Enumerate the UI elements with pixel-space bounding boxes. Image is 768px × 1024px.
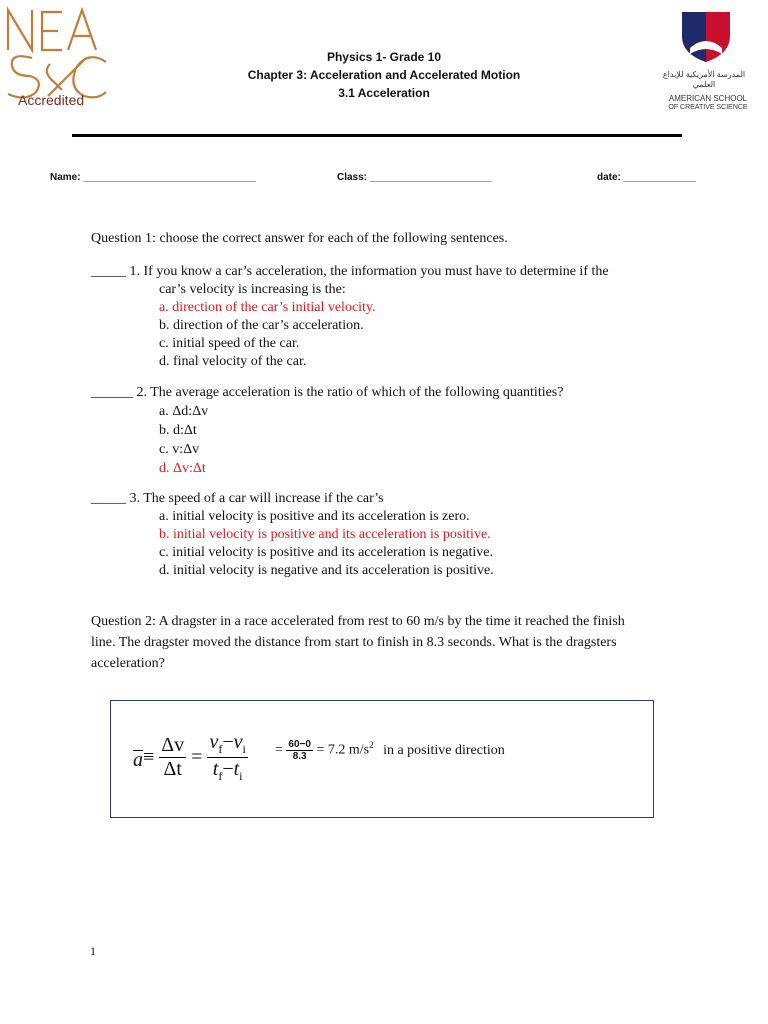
t-initial: t xyxy=(233,758,240,780)
name-field[interactable]: Name: _______________________________ xyxy=(50,172,256,183)
numerator: 60−0 xyxy=(288,739,311,750)
equiv-symbol: ≡ xyxy=(143,746,155,768)
q1-item1-option-c: c. initial speed of the car. xyxy=(159,336,300,351)
q1-item1-stem-cont: car’s velocity is increasing is the: xyxy=(159,282,346,297)
q1-item1-stem: _____ 1. If you know a car’s acceleration, the information you must have to determine if the xyxy=(91,264,609,279)
substitution xyxy=(275,739,505,762)
question2-line1: Question 2: A dragster in a race accelerated from rest to 60 m/s by the time it reached the finish xyxy=(91,614,625,629)
q1-item3-option-b: b. initial velocity is positive and its acceleration is positive. xyxy=(159,527,491,542)
ascs-english-line1: AMERICAN SCHOOL xyxy=(668,94,748,103)
dv-over-dt xyxy=(159,734,186,781)
values-fraction xyxy=(286,739,313,762)
result-value: = 7.2 m/s xyxy=(316,742,370,758)
result-direction: in a positive direction xyxy=(383,742,505,758)
q1-item3-option-d: d. initial velocity is negative and its acceleration is positive. xyxy=(159,563,494,578)
t-final: t xyxy=(212,758,219,780)
q1-item3-stem: _____ 3. The speed of a car will increase if the car’s xyxy=(91,491,384,506)
answer-box xyxy=(110,700,654,818)
denominator: 8.3 xyxy=(292,751,307,762)
sub-i: i xyxy=(242,742,246,756)
q1-item3-option-a: a. initial velocity is positive and its acceleration is zero. xyxy=(159,509,470,524)
date-field[interactable]: date: _____________ xyxy=(597,172,696,183)
ascs-english-line2: OF CREATIVE SCIENCE xyxy=(668,104,748,111)
question1-prompt: Question 1: choose the correct answer for each of the following sentences. xyxy=(91,231,508,246)
minus-1: − xyxy=(222,731,234,753)
question2-line2: line. The dragster moved the distance from start to finish in 8.3 seconds. What is the dragsters xyxy=(91,635,617,650)
acceleration-formula xyxy=(133,731,248,784)
header-rule xyxy=(72,134,682,137)
sub-f-2: f xyxy=(218,769,223,783)
q1-item2-option-a: a. Δd:Δv xyxy=(159,404,209,419)
q1-item1-option-a: a. direction of the car’s initial velocity. xyxy=(159,300,376,315)
v-final: v xyxy=(209,731,219,753)
page-number: 1 xyxy=(90,944,96,958)
velocity-diff-over-time-diff xyxy=(207,731,247,784)
equals-1: = xyxy=(191,746,203,768)
q1-item2-option-c: c. v:Δv xyxy=(159,442,200,457)
delta-v: Δv xyxy=(161,734,185,756)
q1-item2-option-b: b. d:Δt xyxy=(159,423,197,438)
ascs-arabic-name: المدرسة الأمريكية للإبداع العلمي xyxy=(662,70,746,89)
class-field[interactable]: Class: ______________________ xyxy=(337,172,493,183)
header-section: 3.1 Acceleration xyxy=(338,86,430,100)
v-initial: v xyxy=(233,731,243,753)
a-bar-symbol: a xyxy=(133,749,143,771)
minus-2: − xyxy=(222,758,234,780)
equals-2: = xyxy=(275,742,283,758)
q1-item2-option-d: d. Δv:Δt xyxy=(159,461,206,476)
question2-line3: acceleration? xyxy=(91,656,165,671)
delta-t: Δt xyxy=(163,758,182,780)
q1-item1-option-b: b. direction of the car’s acceleration. xyxy=(159,318,364,333)
header-chapter: Chapter 3: Acceleration and Accelerated Motion xyxy=(247,68,521,82)
sub-i-2: i xyxy=(239,769,243,783)
sub-f: f xyxy=(218,742,223,756)
result-exponent: 2 xyxy=(369,740,374,751)
q1-item3-option-c: c. initial velocity is positive and its acceleration is negative. xyxy=(159,545,493,560)
accredited-caption: Accredited xyxy=(18,92,85,108)
q1-item2-stem: ______ 2. The average acceleration is the ratio of which of the following quantities? xyxy=(91,385,564,400)
q1-item1-option-d: d. final velocity of the car. xyxy=(159,354,307,369)
header-subject: Physics 1- Grade 10 xyxy=(326,50,442,64)
